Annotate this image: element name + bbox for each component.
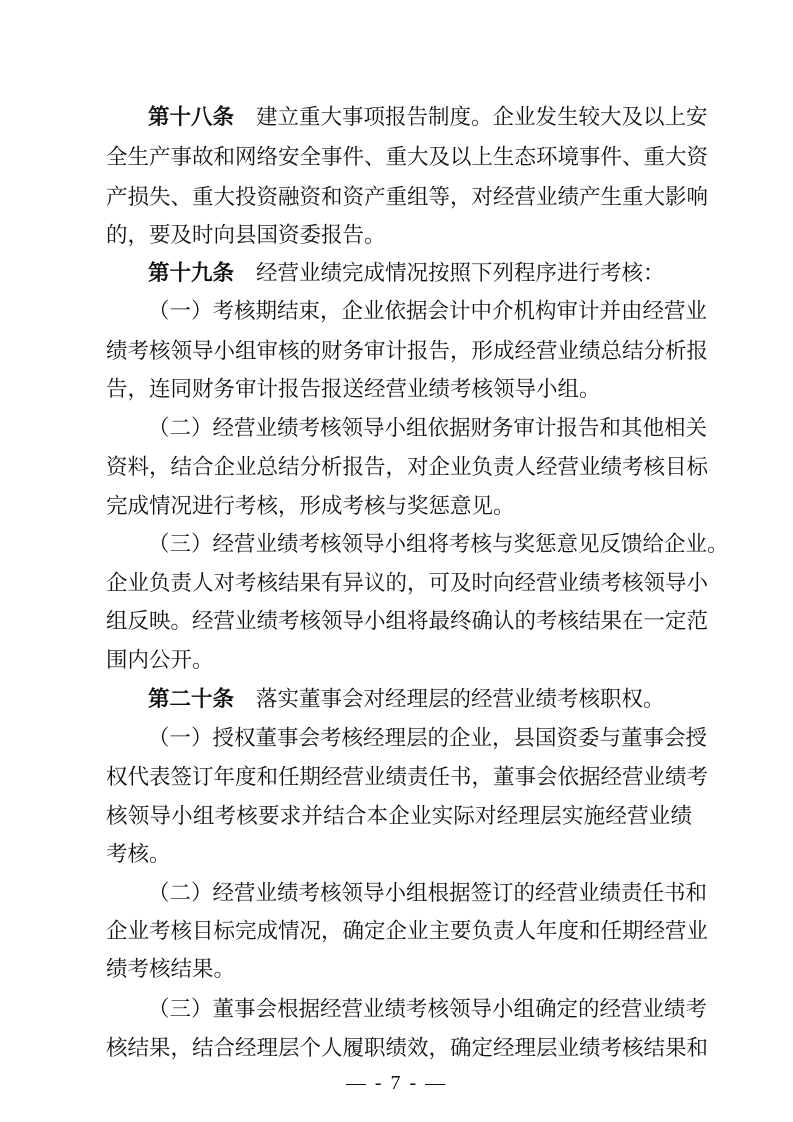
article-20-heading: 第二十条 bbox=[148, 687, 235, 712]
text-line: 围内公开。 bbox=[106, 648, 214, 673]
text-line: 的，要及时向县国资委报告。 bbox=[106, 223, 386, 248]
text-line: 核结果，结合经理层个人履职绩效，确定经理层业绩考核结果和 bbox=[106, 1036, 709, 1061]
text-line: 全生产事故和网络安全事件、重大及以上生态环境事件、重大资 bbox=[106, 145, 709, 170]
text-line: （一）考核期结束，企业依据会计中介机构审计并由经营业 bbox=[148, 299, 708, 324]
page-number: — - 7 - — bbox=[345, 1072, 448, 1094]
text-line: 企业负责人对考核结果有异议的，可及时向经营业绩考核领导小 bbox=[106, 571, 709, 596]
text-line: 绩考核结果。 bbox=[106, 957, 236, 982]
article-20-line-1 bbox=[148, 683, 692, 717]
text-line: 考核。 bbox=[106, 842, 171, 867]
article-18-text: 建立重大事项报告制度。企业发生较大及以上安 bbox=[256, 105, 708, 130]
article-19-heading: 第十九条 bbox=[148, 261, 235, 286]
article-20-text: 落实董事会对经理层的经营业绩考核职权。 bbox=[256, 687, 665, 712]
article-19-text: 经营业绩完成情况按照下列程序进行考核： bbox=[256, 261, 665, 286]
text-line: 企业考核目标完成情况，确定企业主要负责人年度和任期经营业 bbox=[106, 919, 709, 944]
text-line: （一）授权董事会考核经理层的企业，县国资委与董事会授 bbox=[148, 726, 708, 751]
text-line: 组反映。经营业绩考核领导小组将最终确认的考核结果在一定范 bbox=[106, 609, 709, 634]
text-line: （三）经营业绩考核领导小组将考核与奖惩意见反馈给企业。 bbox=[148, 532, 729, 557]
text-line: 权代表签订年度和任期经营业绩责任书，董事会依据经营业绩考 bbox=[106, 765, 709, 790]
text-line: （二）经营业绩考核领导小组根据签订的经营业绩责任书和 bbox=[148, 881, 708, 906]
text-line: 完成情况进行考核，形成考核与奖惩意见。 bbox=[106, 494, 515, 519]
text-line: 产损失、重大投资融资和资产重组等，对经营业绩产生重大影响 bbox=[106, 185, 709, 210]
text-line: 告，连同财务审计报告报送经营业绩考核领导小组。 bbox=[106, 377, 601, 402]
text-line: （二）经营业绩考核领导小组依据财务审计报告和其他相关 bbox=[148, 416, 708, 441]
text-line: 资料，结合企业总结分析报告，对企业负责人经营业绩考核目标 bbox=[106, 455, 709, 480]
text-line: 绩考核领导小组审核的财务审计报告，形成经营业绩总结分析报 bbox=[106, 339, 709, 364]
text-line: （三）董事会根据经营业绩考核领导小组确定的经营业绩考 bbox=[148, 997, 708, 1022]
article-18-heading: 第十八条 bbox=[148, 105, 235, 130]
article-19-line-1 bbox=[148, 257, 692, 291]
article-18-line-1 bbox=[148, 101, 708, 135]
text-line: 核领导小组考核要求并结合本企业实际对经理层实施经营业绩 bbox=[106, 804, 692, 829]
